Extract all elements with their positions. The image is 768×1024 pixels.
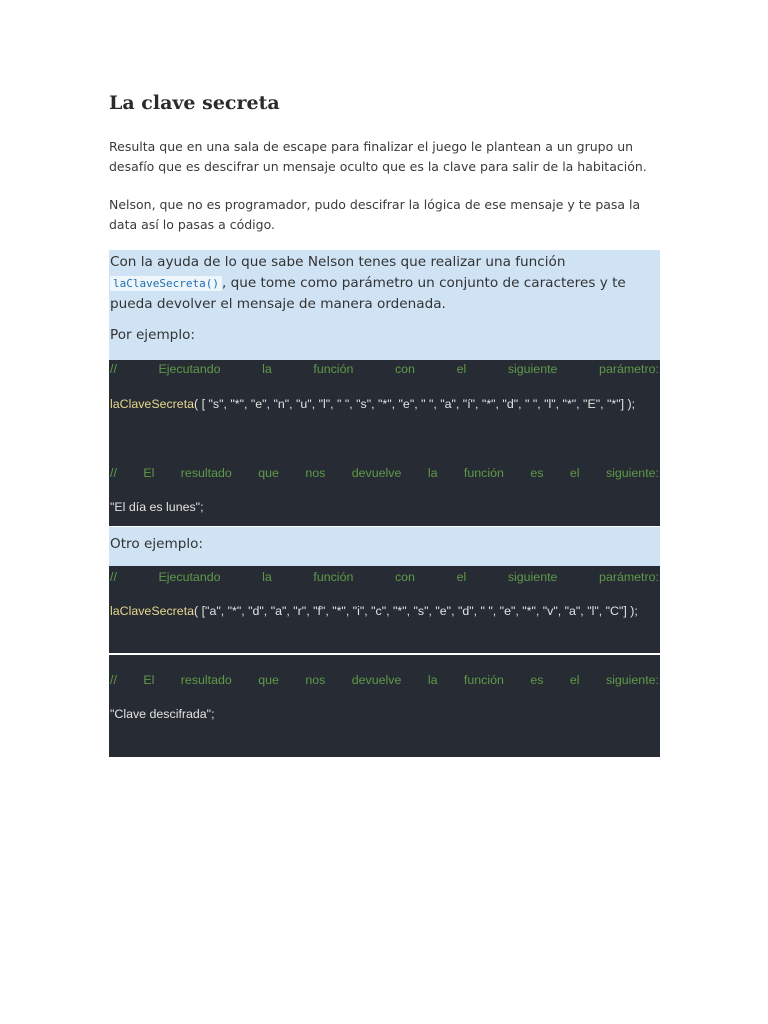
task-highlight-block <box>109 250 660 360</box>
code-result-string: "Clave descifrada"; <box>110 707 215 721</box>
code-function-call <box>110 603 659 620</box>
code-arguments: ( [ "s", "*", "e", "n", "u", "l", " ", "s", "*", "e", " ", "a", "í", "*", "d", " ", "l", "*", "E", "*"] ); <box>194 397 636 411</box>
code-comment-call: // Ejecutando la función con el siguiente parámetro: <box>110 362 659 376</box>
code-arguments: ( ["a", "*", "d", "a", "r", "f", "*", "i", "c", "*", "s", "e", "d", " ", "e", "*", "v", "a", "l", "C"] ); <box>194 604 638 618</box>
page-title: La clave secreta <box>109 92 280 114</box>
second-example-label: Otro ejemplo: <box>110 536 204 552</box>
example-label: Por ejemplo: <box>110 327 195 343</box>
code-function-name: laClaveSecreta <box>110 397 195 411</box>
code-comment-result: // El resultado que nos devuelve la función es el siguiente: <box>110 673 659 687</box>
code-block-example-2-result <box>109 655 660 757</box>
code-result-string: "El día es lunes"; <box>110 500 204 514</box>
function-name-inline-code: laClaveSecreta() <box>110 276 222 291</box>
code-function-name: laClaveSecreta <box>110 604 195 618</box>
context-paragraph: Nelson, que no es programador, pudo descifrar la lógica de ese mensaje y te pasa la data así lo pasas a código. <box>109 197 641 232</box>
task-text-after: , que tome como parámetro un conjunto de caracteres y te pueda devolver el mensaje de manera ordenada. <box>110 274 626 312</box>
task-paragraph <box>110 252 659 315</box>
code-block-example-2-call <box>109 566 660 653</box>
code-function-call <box>110 396 659 413</box>
code-block-example-1 <box>109 360 660 526</box>
code-comment-call: // Ejecutando la función con el siguiente parámetro: <box>110 570 659 584</box>
second-example-highlight <box>109 527 660 566</box>
code-comment-result: // El resultado que nos devuelve la función es el siguiente: <box>110 466 659 480</box>
task-text-before: Con la ayuda de lo que sabe Nelson tenes que realizar una función <box>110 254 566 270</box>
intro-paragraph: Resulta que en una sala de escape para finalizar el juego le plantean a un grupo un desafío que es descifrar un mensaje oculto que es la clave para salir de la habitación. <box>109 139 647 174</box>
